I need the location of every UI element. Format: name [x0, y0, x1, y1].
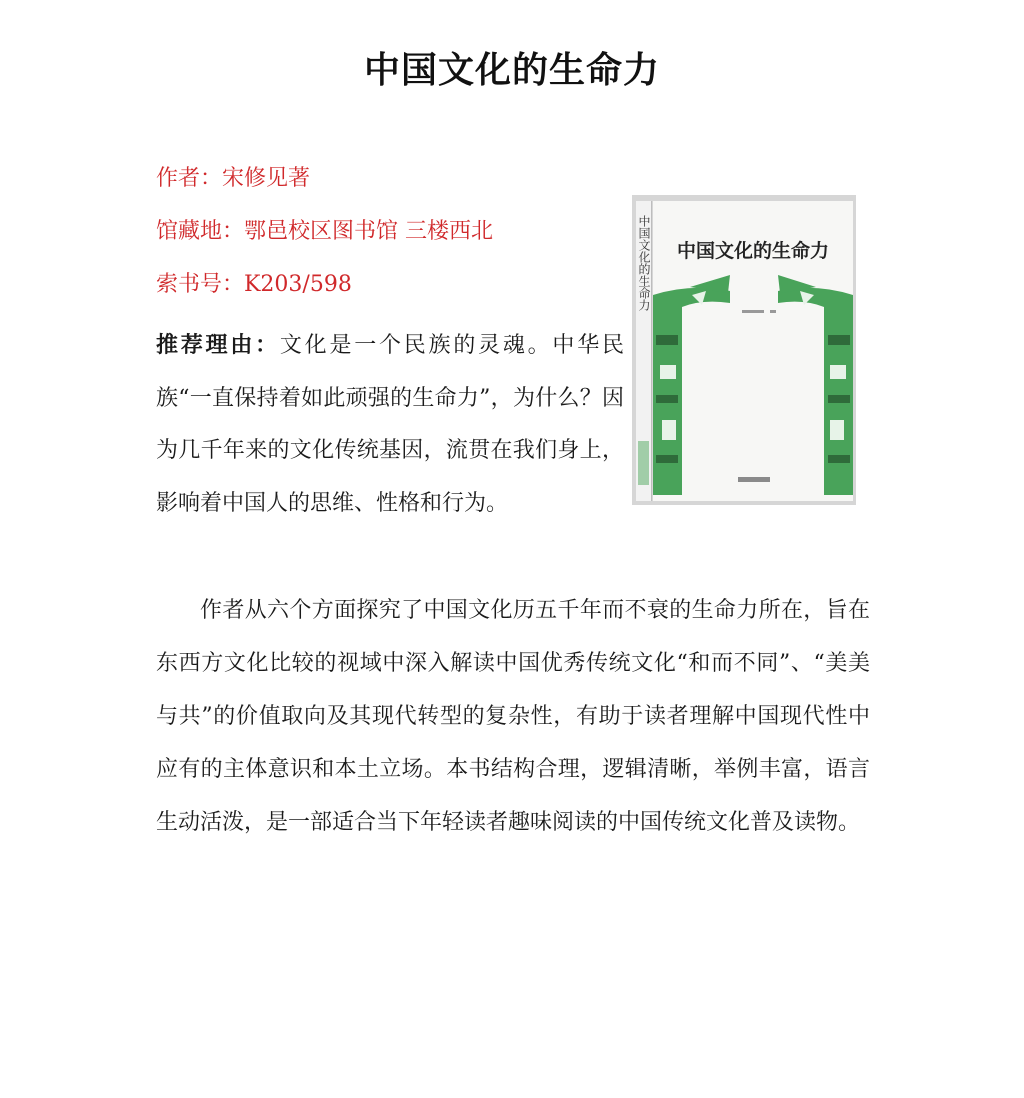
- book-cover-graphic: [632, 195, 856, 505]
- description-paragraph: 作者从六个方面探究了中国文化历五千年而不衰的生命力所在，旨在东西方文化比较的视域中深入解读中国优秀传统文化“和而不同”、“美美与共”的价值取向及其现代转型的复杂性，有助于读者理解中国现代性中应有的主体意识和本土立场。本书结构合理，逻辑清晰，举例丰富，语言生动活泼，是一部适合当下年轻读者趣味阅读的中国传统文化普及读物。: [156, 598, 870, 835]
- recommendation-label: 推荐理由：: [156, 333, 280, 358]
- recommendation-paragraph: [156, 320, 624, 530]
- publisher-logo: [738, 477, 770, 482]
- recommendation-text: 文化是一个民族的灵魂。中华民族“一直保持着如此顽强的生命力”，为什么？因为几千年来的文化传统基因，流贯在我们身上，影响着中国人的思维、性格和行为。: [156, 333, 624, 516]
- author-line: 作者：宋修见著: [156, 166, 311, 191]
- book-cover-image: [632, 195, 856, 505]
- spine-title: 中国文化的生命力: [637, 215, 651, 311]
- page-title: 中国文化的生命力: [363, 50, 660, 91]
- location-line: 馆藏地：鄂邑校区图书馆 三楼西北: [156, 219, 493, 244]
- call-number-line: 索书号：K203/598: [156, 272, 352, 297]
- cover-title: 中国文化的生命力: [676, 240, 830, 262]
